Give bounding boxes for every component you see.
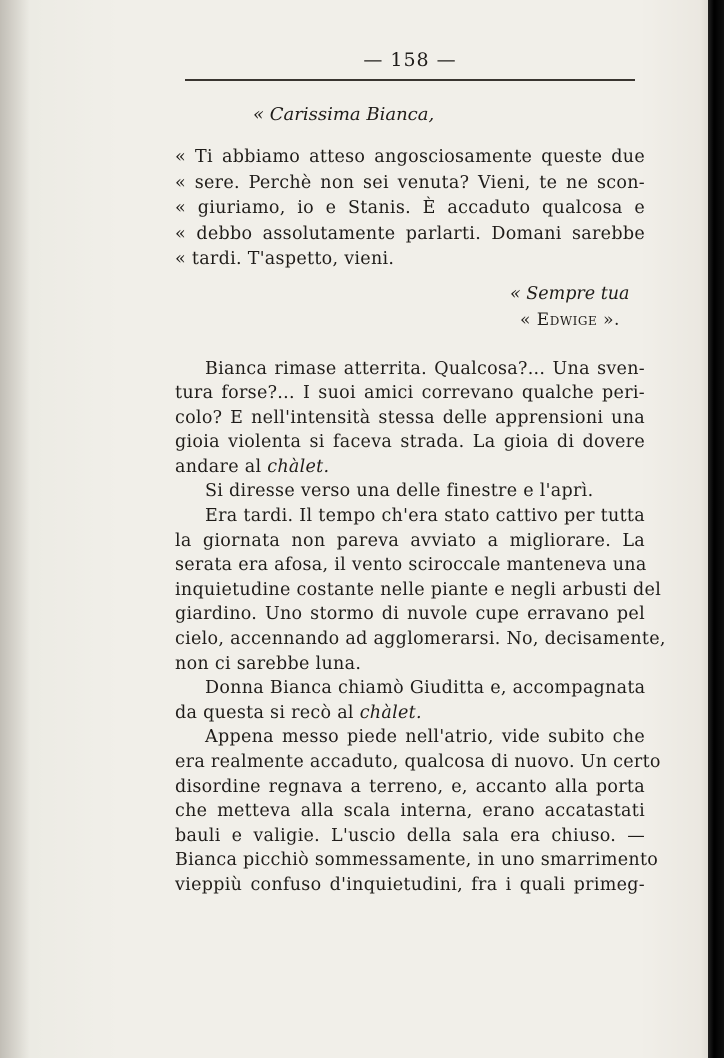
- paragraph-line: Si diresse verso una delle finestre e l'aprì.: [205, 481, 594, 502]
- letter-line: « tardi. T'aspetto, vieni.: [175, 249, 395, 269]
- paragraph-line: serata era afosa, il vento sciroccale manteneva una: [175, 555, 647, 576]
- paragraph-text: da questa si recò al: [175, 702, 360, 723]
- paragraph-line: inquietudine costante nelle piante e negli arbusti del: [175, 579, 662, 600]
- paragraph-line: disordine regnava a terreno, e, accanto alla porta: [175, 776, 645, 797]
- page-number: — 158 —: [363, 49, 457, 71]
- letter-line: « sere. Perchè non sei venuta? Vieni, te ne scon-: [175, 172, 645, 193]
- paragraph-line: Bianca picchiò sommessamente, in uno smarrimento: [175, 850, 659, 871]
- scan-edge: [708, 0, 724, 1058]
- letter-salutation: « Carissima Bianca,: [253, 104, 435, 125]
- paragraph-line: colo? E nell'intensità stessa delle apprensioni una: [175, 407, 645, 428]
- paragraph-line: tura forse?... I suoi amici correvano qualche peri-: [175, 383, 645, 404]
- header-rule: [185, 79, 635, 81]
- paragraph-line: Bianca rimase atterrita. Qualcosa?... Una sven-: [205, 358, 645, 379]
- paragraph-line: [175, 701, 645, 726]
- italic-word: chàlet.: [359, 702, 422, 723]
- binding-shadow: [0, 0, 30, 1058]
- letter-signature: « Edwige ».: [520, 309, 620, 330]
- paragraph-text: andare al: [175, 456, 268, 477]
- paragraph-line: [175, 455, 645, 480]
- paragraph-line: che metteva alla scala interna, erano accatastati: [175, 801, 645, 822]
- paragraph-line: cielo, accennando ad agglomerarsi. No, decisamente,: [175, 629, 666, 650]
- paragraph-line: gioia violenta si faceva strada. La gioia di dovere: [175, 432, 645, 453]
- page-content: [175, 45, 666, 898]
- italic-word: chàlet.: [267, 456, 330, 477]
- paragraph-line: Donna Bianca chiamò Giuditta e, accompagnata: [205, 678, 646, 699]
- letter-line: « Ti abbiamo atteso angosciosamente queste due: [175, 147, 645, 167]
- paragraph-line: vieppiù confuso d'inquietudini, fra i quali primeg-: [175, 874, 645, 895]
- letter-line: « giuriamo, io e Stanis. È accaduto qualcosa e: [175, 198, 645, 218]
- paragraph-line: Era tardi. Il tempo ch'era stato cattivo per tutta: [205, 506, 645, 527]
- letter-line: « debbo assolutamente parlarti. Domani sarebbe: [175, 223, 645, 244]
- paragraph-line: bauli e valigie. L'uscio della sala era chiuso. —: [175, 825, 645, 846]
- letter-body: [175, 145, 645, 273]
- letter-closing: « Sempre tua: [510, 283, 630, 304]
- paragraph-line: Appena messo piede nell'atrio, vide subito che: [205, 727, 645, 748]
- narrative-text: [175, 357, 666, 898]
- paragraph-line: la giornata non pareva avviato a migliorare. La: [175, 530, 645, 551]
- paragraph-line: non ci sarebbe luna.: [175, 653, 362, 674]
- paragraph-line: era realmente accaduto, qualcosa di nuovo. Un certo: [175, 752, 661, 772]
- paragraph-line: giardino. Uno stormo di nuvole cupe erravano pel: [175, 604, 645, 625]
